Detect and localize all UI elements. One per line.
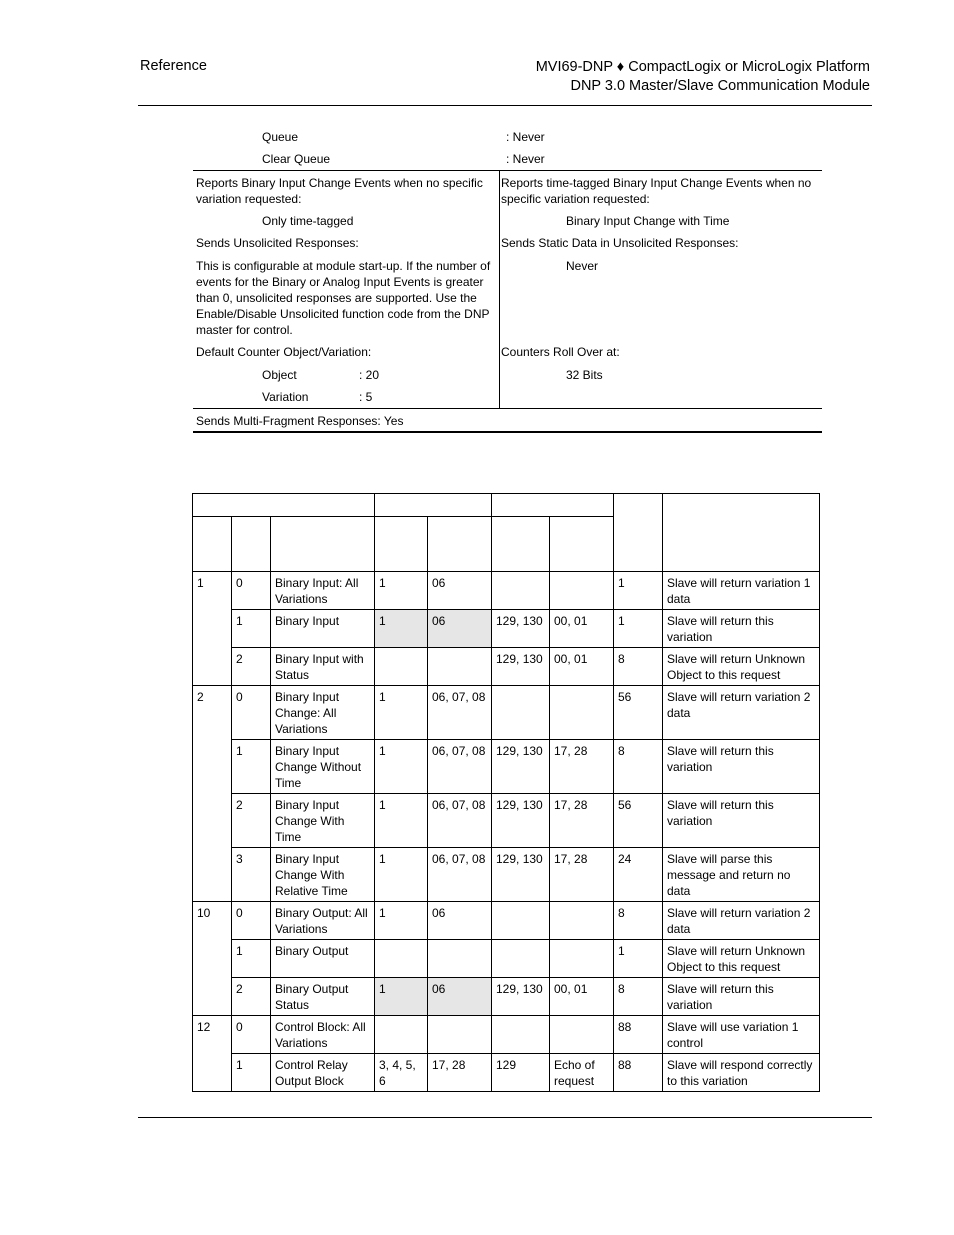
queue-label: Queue [262,130,299,144]
request-function-cell: 1 [375,686,428,740]
time-tagged-text: Reports time-tagged Binary Input Change Events when no specific variation requested: [501,176,812,206]
description-cell: Binary Input: All Variations [271,572,375,610]
notes-cell: Slave will return Unknown Object to this request [663,940,820,978]
variation-cell: 0 [232,1016,271,1054]
header-cell-size [614,494,663,572]
multi-fragment-text: Sends Multi-Fragment Responses: Yes [196,414,404,428]
response-qualifier-cell [550,572,614,610]
size-cell: 88 [614,1016,663,1054]
table-row [193,940,820,978]
response-qualifier-cell: 00, 01 [550,610,614,648]
binary-change-value: Only time-tagged [262,214,354,228]
request-function-cell: 1 [375,978,428,1016]
variation-cell: 1 [232,740,271,794]
description-cell: Control Block: All Variations [271,1016,375,1054]
table-row [193,686,820,740]
size-cell: 1 [614,610,663,648]
request-function-cell [375,1016,428,1054]
time-tagged-value: Binary Input Change with Time [566,214,730,228]
rollover-value: 32 Bits [566,368,603,382]
header-cell-notes [663,494,820,572]
object-number-cell [193,978,232,1016]
rollover-label: Counters Roll Over at: [501,345,620,359]
notes-cell: Slave will return this variation [663,794,820,848]
variation-cell: 0 [232,572,271,610]
variation-value: : 5 [359,390,373,404]
object-label: Object [262,368,297,382]
notes-cell: Slave will return this variation [663,978,820,1016]
table-row [193,1054,820,1092]
request-qualifier-cell: 17, 28 [428,1054,492,1092]
request-function-cell: 1 [375,610,428,648]
request-qualifier-cell [428,940,492,978]
object-number-cell: 1 [193,572,232,610]
request-function-cell: 1 [375,794,428,848]
description-cell: Binary Input Change: All Variations [271,686,375,740]
static-data-value: Never [566,259,599,273]
header-cell-var [232,517,271,572]
response-qualifier-cell [550,940,614,978]
size-cell: 1 [614,572,663,610]
response-qualifier-cell [550,1016,614,1054]
table-row [193,610,820,648]
notes-cell: Slave will parse this message and return no data [663,848,820,902]
variation-cell: 1 [232,1054,271,1092]
variation-cell: 3 [232,848,271,902]
objects-table-body [193,494,820,1092]
object-number-cell [193,940,232,978]
table-row [193,794,820,848]
size-cell: 8 [614,740,663,794]
response-function-cell: 129 [492,1054,550,1092]
description-cell: Binary Input Change With Relative Time [271,848,375,902]
notes-cell: Slave will use variation 1 control [663,1016,820,1054]
binary-change-text: Reports Binary Input Change Events when no specific variation requested: [196,176,483,206]
variation-cell: 0 [232,686,271,740]
object-number-cell: 2 [193,686,232,740]
description-cell: Binary Input Change With Time [271,794,375,848]
response-function-cell: 129, 130 [492,848,550,902]
header-section-label: Reference [140,58,207,74]
object-number-cell [193,848,232,902]
description-cell: Binary Input Change Without Time [271,740,375,794]
request-qualifier-cell: 06, 07, 08 [428,848,492,902]
objects-table [192,493,820,1092]
description-cell: Binary Output [271,940,375,978]
header-title-line1: MVI69-DNP ♦ CompactLogix or MicroLogix Platform [535,59,870,75]
description-cell: Binary Output: All Variations [271,902,375,940]
header-cell-request-group [375,494,492,517]
header-cell-resp-func [492,517,550,572]
request-function-cell: 1 [375,740,428,794]
queue-value: : Never [506,130,545,144]
request-qualifier-cell: 06, 07, 08 [428,740,492,794]
request-qualifier-cell: 06, 07, 08 [428,794,492,848]
request-qualifier-cell: 06 [428,610,492,648]
clear-queue-value: : Never [506,152,545,166]
table-row [193,648,820,686]
static-data-label: Sends Static Data in Unsolicited Responses: [501,236,739,250]
response-qualifier-cell: 00, 01 [550,648,614,686]
counter-label: Default Counter Object/Variation: [196,345,372,359]
size-cell: 1 [614,940,663,978]
description-cell: Binary Input [271,610,375,648]
table-row [193,1016,820,1054]
size-cell: 56 [614,794,663,848]
table-header-row [193,494,820,517]
header-cell-resp-qual [550,517,614,572]
response-function-cell [492,940,550,978]
response-qualifier-cell: 17, 28 [550,848,614,902]
request-qualifier-cell: 06 [428,978,492,1016]
response-qualifier-cell: Echo of request [550,1054,614,1092]
response-qualifier-cell: 17, 28 [550,794,614,848]
response-function-cell: 129, 130 [492,648,550,686]
response-function-cell [492,572,550,610]
object-number-cell [193,610,232,648]
header-cell-response-group [492,494,614,517]
header-cell-req-func [375,517,428,572]
object-number-cell [193,648,232,686]
variation-cell: 2 [232,648,271,686]
size-cell: 8 [614,978,663,1016]
notes-cell: Slave will return variation 2 data [663,686,820,740]
notes-cell: Slave will return this variation [663,610,820,648]
variation-cell: 0 [232,902,271,940]
size-cell: 24 [614,848,663,902]
notes-cell: Slave will respond correctly to this variation [663,1054,820,1092]
object-value: : 20 [359,368,380,382]
footer-rule [138,1117,872,1118]
table-row [193,978,820,1016]
unsolicited-label: Sends Unsolicited Responses: [196,236,359,250]
response-qualifier-cell [550,902,614,940]
request-qualifier-cell: 06 [428,572,492,610]
variation-cell: 2 [232,978,271,1016]
request-function-cell [375,940,428,978]
size-cell: 88 [614,1054,663,1092]
response-function-cell: 129, 130 [492,978,550,1016]
response-function-cell: 129, 130 [492,740,550,794]
request-function-cell: 1 [375,902,428,940]
table-row [193,848,820,902]
description-cell: Binary Output Status [271,978,375,1016]
header-cell-description [271,517,375,572]
description-cell: Control Relay Output Block [271,1054,375,1092]
header-cell-req-qual [428,517,492,572]
object-number-cell: 10 [193,902,232,940]
table-row [193,902,820,940]
response-qualifier-cell: 17, 28 [550,740,614,794]
description-cell: Binary Input with Status [271,648,375,686]
object-number-cell: 12 [193,1016,232,1054]
request-qualifier-cell: 06 [428,902,492,940]
request-qualifier-cell [428,1016,492,1054]
response-function-cell: 129, 130 [492,794,550,848]
request-function-cell: 1 [375,848,428,902]
object-number-cell [193,740,232,794]
notes-cell: Slave will return Unknown Object to this request [663,648,820,686]
variation-cell: 1 [232,940,271,978]
header-cell-object-group [193,494,375,517]
response-function-cell [492,686,550,740]
response-function-cell [492,1016,550,1054]
response-qualifier-cell [550,686,614,740]
request-function-cell: 1 [375,572,428,610]
response-qualifier-cell: 00, 01 [550,978,614,1016]
request-qualifier-cell [428,648,492,686]
request-function-cell: 3, 4, 5, 6 [375,1054,428,1092]
header-title-line2: DNP 3.0 Master/Slave Communication Module [570,78,870,94]
size-cell: 8 [614,902,663,940]
unsolicited-text: This is configurable at module start-up. If the number of events for the Binary or Analog Input Events is greater than 0, unsolicited responses are supported. Use the Enable/Disable Unsolicited function code from the DNP master for control. [196,259,491,337]
response-function-cell: 129, 130 [492,610,550,648]
variation-cell: 2 [232,794,271,848]
header-cell-obj [193,517,232,572]
clear-queue-label: Clear Queue [262,152,331,166]
size-cell: 8 [614,648,663,686]
notes-cell: Slave will return variation 1 data [663,572,820,610]
request-qualifier-cell: 06, 07, 08 [428,686,492,740]
response-function-cell [492,902,550,940]
variation-cell: 1 [232,610,271,648]
object-number-cell [193,794,232,848]
request-function-cell [375,648,428,686]
object-number-cell [193,1054,232,1092]
size-cell: 56 [614,686,663,740]
notes-cell: Slave will return this variation [663,740,820,794]
table-row [193,740,820,794]
variation-label: Variation [262,390,309,404]
table-row [193,572,820,610]
notes-cell: Slave will return variation 2 data [663,902,820,940]
